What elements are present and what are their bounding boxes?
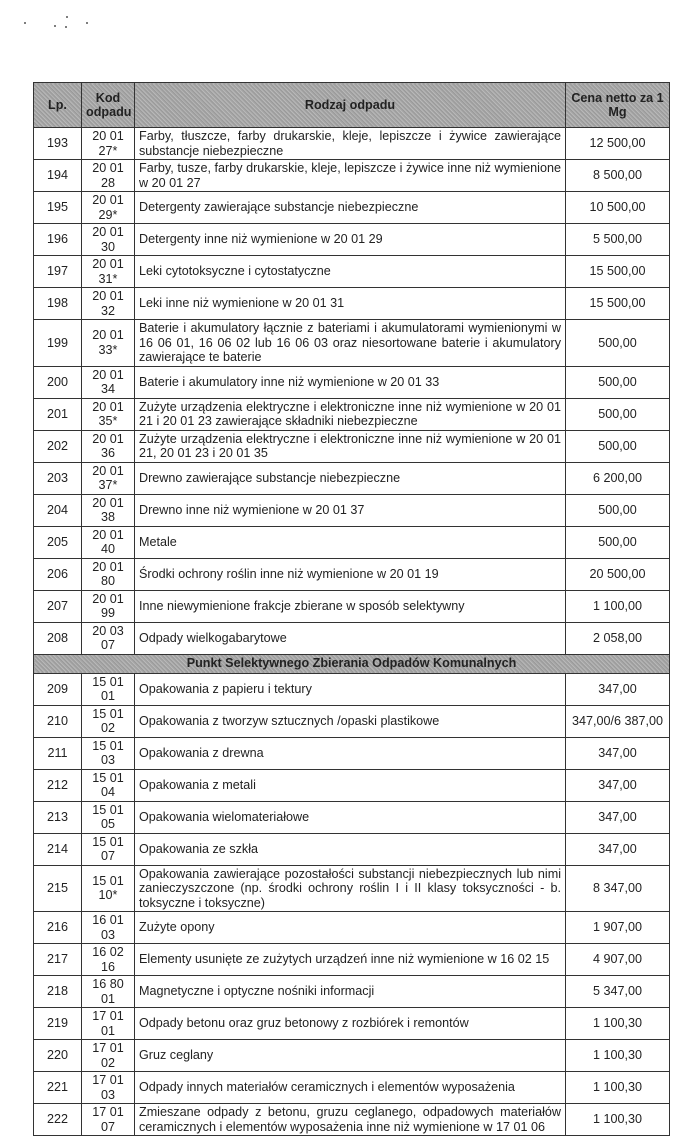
table-row: [34, 622, 670, 654]
header-lp: Lp.: [34, 83, 82, 128]
row-code: 16 01 03: [82, 912, 135, 944]
row-name: Zużyte urządzenia elektryczne i elektroniczne inne niż wymienione w 20 01 21 i 20 01 23 zawierające składniki niebezpieczne: [135, 398, 566, 430]
row-code: 15 01 07: [82, 833, 135, 865]
row-price: 500,00: [566, 526, 670, 558]
table-row: [34, 192, 670, 224]
row-name: Odpady betonu oraz gruz betonowy z rozbiórek i remontów: [135, 1008, 566, 1040]
row-lp: 219: [34, 1008, 82, 1040]
row-code: 15 01 03: [82, 737, 135, 769]
row-name: Baterie i akumulatory inne niż wymienione w 20 01 33: [135, 366, 566, 398]
row-lp: 216: [34, 912, 82, 944]
row-price: 8 347,00: [566, 865, 670, 912]
row-name: Opakowania z drewna: [135, 737, 566, 769]
row-code: 20 03 07: [82, 622, 135, 654]
row-price: 4 907,00: [566, 944, 670, 976]
row-lp: 210: [34, 705, 82, 737]
row-code: 20 01 33*: [82, 320, 135, 367]
row-lp: 217: [34, 944, 82, 976]
table-row: [34, 320, 670, 367]
table-row: [34, 366, 670, 398]
header-price: Cena netto za 1 Mg: [566, 83, 670, 128]
row-name: Elementy usunięte ze zużytych urządzeń inne niż wymienione w 16 02 15: [135, 944, 566, 976]
row-code: 20 01 29*: [82, 192, 135, 224]
scan-specks: [20, 14, 100, 34]
table-row: [34, 1072, 670, 1104]
row-code: 20 01 34: [82, 366, 135, 398]
table-row: [34, 256, 670, 288]
row-name: Detergenty zawierające substancje niebezpieczne: [135, 192, 566, 224]
row-price: 347,00: [566, 769, 670, 801]
row-code: 15 01 10*: [82, 865, 135, 912]
table-row: [34, 737, 670, 769]
row-name: Opakowania z papieru i tektury: [135, 673, 566, 705]
row-code: 20 01 80: [82, 558, 135, 590]
table-row: [34, 494, 670, 526]
row-name: Drewno inne niż wymienione w 20 01 37: [135, 494, 566, 526]
section-header-row: [34, 654, 670, 673]
header-name: Rodzaj odpadu: [135, 83, 566, 128]
row-code: 15 01 04: [82, 769, 135, 801]
row-code: 20 01 28: [82, 160, 135, 192]
row-lp: 204: [34, 494, 82, 526]
row-price: 500,00: [566, 430, 670, 462]
row-name: Opakowania zawierające pozostałości substancji niebezpiecznych lub nimi zanieczyszczone (np. środki ochrony roślin I i II klasy toksyczności - b. toksyczne i toksyczne): [135, 865, 566, 912]
row-code: 16 02 16: [82, 944, 135, 976]
row-lp: 193: [34, 128, 82, 160]
row-price: 1 100,30: [566, 1072, 670, 1104]
waste-price-table: [33, 82, 670, 1136]
row-lp: 218: [34, 976, 82, 1008]
row-name: Detergenty inne niż wymienione w 20 01 29: [135, 224, 566, 256]
row-name: Opakowania wielomateriałowe: [135, 801, 566, 833]
table-row: [34, 865, 670, 912]
row-lp: 215: [34, 865, 82, 912]
row-price: 1 907,00: [566, 912, 670, 944]
row-name: Zużyte urządzenia elektryczne i elektroniczne inne niż wymienione w 20 01 21, 20 01 23 i 20 01 35: [135, 430, 566, 462]
table-row: [34, 430, 670, 462]
row-code: 15 01 05: [82, 801, 135, 833]
row-lp: 211: [34, 737, 82, 769]
row-price: 500,00: [566, 366, 670, 398]
row-lp: 205: [34, 526, 82, 558]
table-row: [34, 288, 670, 320]
row-lp: 197: [34, 256, 82, 288]
row-code: 17 01 02: [82, 1040, 135, 1072]
header-code: Kod odpadu: [82, 83, 135, 128]
row-lp: 213: [34, 801, 82, 833]
table-row: [34, 558, 670, 590]
row-lp: 206: [34, 558, 82, 590]
row-price: 347,00: [566, 801, 670, 833]
row-lp: 198: [34, 288, 82, 320]
row-name: Gruz ceglany: [135, 1040, 566, 1072]
table-row: [34, 1040, 670, 1072]
row-price: 1 100,00: [566, 590, 670, 622]
row-price: 5 500,00: [566, 224, 670, 256]
row-name: Baterie i akumulatory łącznie z bateriami i akumulatorami wymienionymi w 16 06 01, 16 06 02 lub 16 06 03 oraz niesortowane baterie i akumulatory zawierające te baterie: [135, 320, 566, 367]
table-row: [34, 944, 670, 976]
row-code: 20 01 38: [82, 494, 135, 526]
row-lp: 203: [34, 462, 82, 494]
table-row: [34, 673, 670, 705]
row-code: 16 80 01: [82, 976, 135, 1008]
row-lp: 207: [34, 590, 82, 622]
row-price: 12 500,00: [566, 128, 670, 160]
row-lp: 208: [34, 622, 82, 654]
row-lp: 199: [34, 320, 82, 367]
row-name: Opakowania ze szkła: [135, 833, 566, 865]
row-code: 15 01 02: [82, 705, 135, 737]
table-row: [34, 224, 670, 256]
table-row: [34, 705, 670, 737]
row-lp: 214: [34, 833, 82, 865]
row-price: 5 347,00: [566, 976, 670, 1008]
row-lp: 195: [34, 192, 82, 224]
table-row: [34, 801, 670, 833]
row-code: 17 01 03: [82, 1072, 135, 1104]
row-code: 20 01 36: [82, 430, 135, 462]
section-title: Punkt Selektywnego Zbierania Odpadów Komunalnych: [34, 654, 670, 673]
row-price: 1 100,30: [566, 1008, 670, 1040]
row-price: 1 100,30: [566, 1104, 670, 1136]
row-name: Leki inne niż wymienione w 20 01 31: [135, 288, 566, 320]
row-name: Środki ochrony roślin inne niż wymienione w 20 01 19: [135, 558, 566, 590]
row-code: 20 01 30: [82, 224, 135, 256]
row-price: 20 500,00: [566, 558, 670, 590]
table-row: [34, 976, 670, 1008]
row-code: 20 01 32: [82, 288, 135, 320]
row-price: 6 200,00: [566, 462, 670, 494]
table-row: [34, 912, 670, 944]
row-code: 20 01 35*: [82, 398, 135, 430]
row-price: 500,00: [566, 494, 670, 526]
row-price: 15 500,00: [566, 288, 670, 320]
row-price: 347,00: [566, 673, 670, 705]
row-code: 20 01 37*: [82, 462, 135, 494]
row-name: Opakowania z tworzyw sztucznych /opaski plastikowe: [135, 705, 566, 737]
row-name: Opakowania z metali: [135, 769, 566, 801]
row-price: 347,00: [566, 737, 670, 769]
row-name: Odpady innych materiałów ceramicznych i elementów wyposażenia: [135, 1072, 566, 1104]
row-price: 2 058,00: [566, 622, 670, 654]
row-lp: 194: [34, 160, 82, 192]
row-price: 347,00/6 387,00: [566, 705, 670, 737]
table-row: [34, 160, 670, 192]
table-row: [34, 1008, 670, 1040]
row-code: 20 01 40: [82, 526, 135, 558]
row-price: 1 100,30: [566, 1040, 670, 1072]
row-name: Farby, tusze, farby drukarskie, kleje, lepiszcze i żywice inne niż wymienione w 20 01 27: [135, 160, 566, 192]
row-code: 17 01 07: [82, 1104, 135, 1136]
row-code: 17 01 01: [82, 1008, 135, 1040]
row-code: 20 01 27*: [82, 128, 135, 160]
row-lp: 212: [34, 769, 82, 801]
row-name: Metale: [135, 526, 566, 558]
table-row: [34, 769, 670, 801]
table-row: [34, 526, 670, 558]
row-lp: 221: [34, 1072, 82, 1104]
table-row: [34, 590, 670, 622]
row-lp: 200: [34, 366, 82, 398]
table-body-pszok: [34, 673, 670, 1136]
row-price: 500,00: [566, 320, 670, 367]
row-price: 10 500,00: [566, 192, 670, 224]
table-row: [34, 833, 670, 865]
row-name: Magnetyczne i optyczne nośniki informacji: [135, 976, 566, 1008]
row-name: Inne niewymienione frakcje zbierane w sposób selektywny: [135, 590, 566, 622]
row-name: Odpady wielkogabarytowe: [135, 622, 566, 654]
table-header-row: [34, 83, 670, 128]
table-row: [34, 462, 670, 494]
table-row: [34, 128, 670, 160]
row-price: 500,00: [566, 398, 670, 430]
row-name: Farby, tłuszcze, farby drukarskie, kleje, lepiszcze i żywice zawierające substancje niebezpieczne: [135, 128, 566, 160]
row-code: 15 01 01: [82, 673, 135, 705]
row-price: 8 500,00: [566, 160, 670, 192]
row-lp: 209: [34, 673, 82, 705]
row-lp: 201: [34, 398, 82, 430]
row-lp: 196: [34, 224, 82, 256]
row-price: 347,00: [566, 833, 670, 865]
table-row: [34, 1104, 670, 1136]
row-code: 20 01 99: [82, 590, 135, 622]
row-lp: 222: [34, 1104, 82, 1136]
row-code: 20 01 31*: [82, 256, 135, 288]
table-row: [34, 398, 670, 430]
row-name: Zużyte opony: [135, 912, 566, 944]
table-body-municipal: [34, 128, 670, 655]
row-lp: 220: [34, 1040, 82, 1072]
row-name: Drewno zawierające substancje niebezpieczne: [135, 462, 566, 494]
row-price: 15 500,00: [566, 256, 670, 288]
row-lp: 202: [34, 430, 82, 462]
row-name: Zmieszane odpady z betonu, gruzu ceglanego, odpadowych materiałów ceramicznych i elementów wyposażenia inne niż wymienione w 17 01 06: [135, 1104, 566, 1136]
row-name: Leki cytotoksyczne i cytostatyczne: [135, 256, 566, 288]
